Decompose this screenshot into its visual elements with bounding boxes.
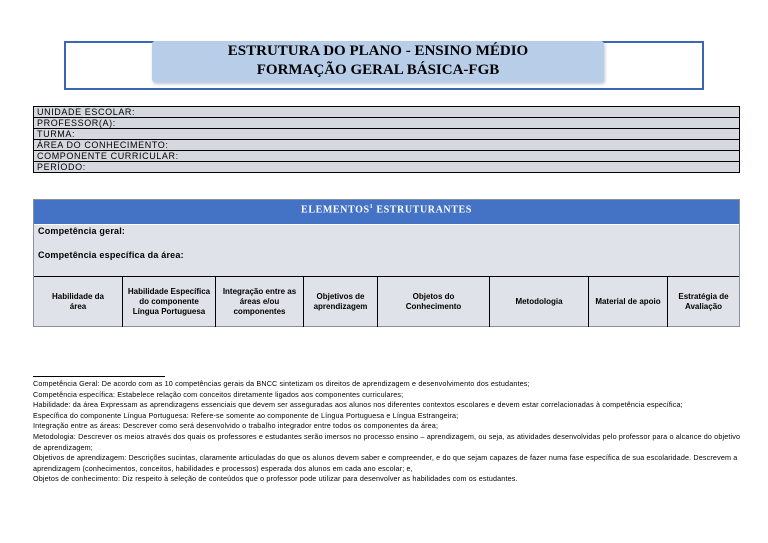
elements-header-word: ELEMENTOS [301, 204, 370, 216]
column-objetivos [304, 277, 378, 327]
structuring-elements-table [33, 199, 740, 327]
title-line-1: ESTRUTURA DO PLANO - ENSINO MÉDIO [227, 43, 529, 59]
column-label: Objetos do Conhecimento [405, 292, 462, 311]
column-label: Estratégia de Avaliação [678, 292, 729, 311]
info-row-componente: COMPONENTE CURRICULAR: [34, 151, 740, 162]
footnote-item: Metodologia: Descrever os meios através dos quais os professores e estudantes serão imersos no processo ensino – aprendizagem, ou seja, as atividades desenvolvidas pelo professor para o alcance do objetivo de aprendizagem; [33, 431, 741, 452]
column-label: Habilidade da área [51, 292, 104, 311]
info-row-professor: PROFESSOR(A): [34, 118, 740, 129]
footnote-item: Objetos de conhecimento: Diz respeito à seleção de conteúdos que o professor pode utilizar para desenvolver as habilidades com os estudantes. [33, 474, 518, 484]
column-label: Integração entre as áreas e/ou componentes [222, 287, 297, 316]
competencia-area-label: Competência específica da área: [38, 250, 184, 260]
column-material [589, 277, 668, 327]
column-objetos [378, 277, 490, 327]
page-title [152, 41, 604, 82]
footnote-marker: 1 [369, 204, 374, 210]
footnote-item: Específica do componente Língua Portuguesa: Refere-se somente ao componente de Língua Portuguesa e Língua Estrangeira; [33, 410, 459, 420]
title-line-2: FORMAÇÃO GERAL BÁSICA-FGB [256, 62, 500, 78]
footnote-item: Habilidade: da área Expressam as aprendizagens essenciais que devem ser asseguradas aos alunos nos diferentes contextos escolares e devem estar correlacionadas à competência específica; [33, 400, 683, 410]
column-label: Metodologia [515, 297, 563, 306]
elements-header [34, 200, 739, 225]
column-label: Habilidade Específica do componente Língua Portuguesa [127, 287, 211, 316]
info-row-periodo: PERÍODO: [34, 162, 740, 173]
column-label: Objetivos de aprendizagem [313, 292, 368, 311]
column-avaliacao [668, 277, 739, 327]
school-info-table [33, 106, 740, 173]
footnote-separator [33, 376, 165, 377]
column-label: Material de apoio [595, 297, 661, 306]
info-row-turma: TURMA: [34, 129, 740, 140]
footnote-item: Competência Geral: De acordo com as 10 competências gerais da BNCC sintetizam os direitos de aprendizagem e desenvolvimento dos estudantes; [33, 379, 530, 388]
info-row-unidade: UNIDADE ESCOLAR: [34, 107, 740, 118]
competencia-geral-label: Competência geral: [38, 226, 126, 236]
footnote-item: Integração entre as áreas: Descrever como será desenvolvido o trabalho integrador entre todos os componentes da área; [33, 421, 439, 431]
footnote-item: Competência específica: Estabelece relação com conceitos diretamente ligados aos componentes curriculares; [33, 389, 404, 399]
footnote-item: Objetivos de aprendizagem: Descrições sucintas, claramente articuladas do que os alunos devem saber e compreender, e do que sejam capazes de fazer numa fase específica de sua escolaridade. Descrevem a aprendizagem (conhecimentos, conceitos, habilidades e processos) esperada dos alunos em cada ano escolar; e, [33, 453, 738, 473]
elements-header-rest: ESTRUTURANTES [373, 204, 472, 216]
column-metodologia [490, 277, 589, 327]
footnotes [33, 379, 743, 485]
info-row-area: ÁREA DO CONHECIMENTO: [34, 140, 740, 151]
column-habilidade-especifica [123, 277, 216, 327]
column-integracao [216, 277, 304, 327]
column-headers [34, 276, 739, 327]
column-habilidade-area [34, 277, 123, 327]
